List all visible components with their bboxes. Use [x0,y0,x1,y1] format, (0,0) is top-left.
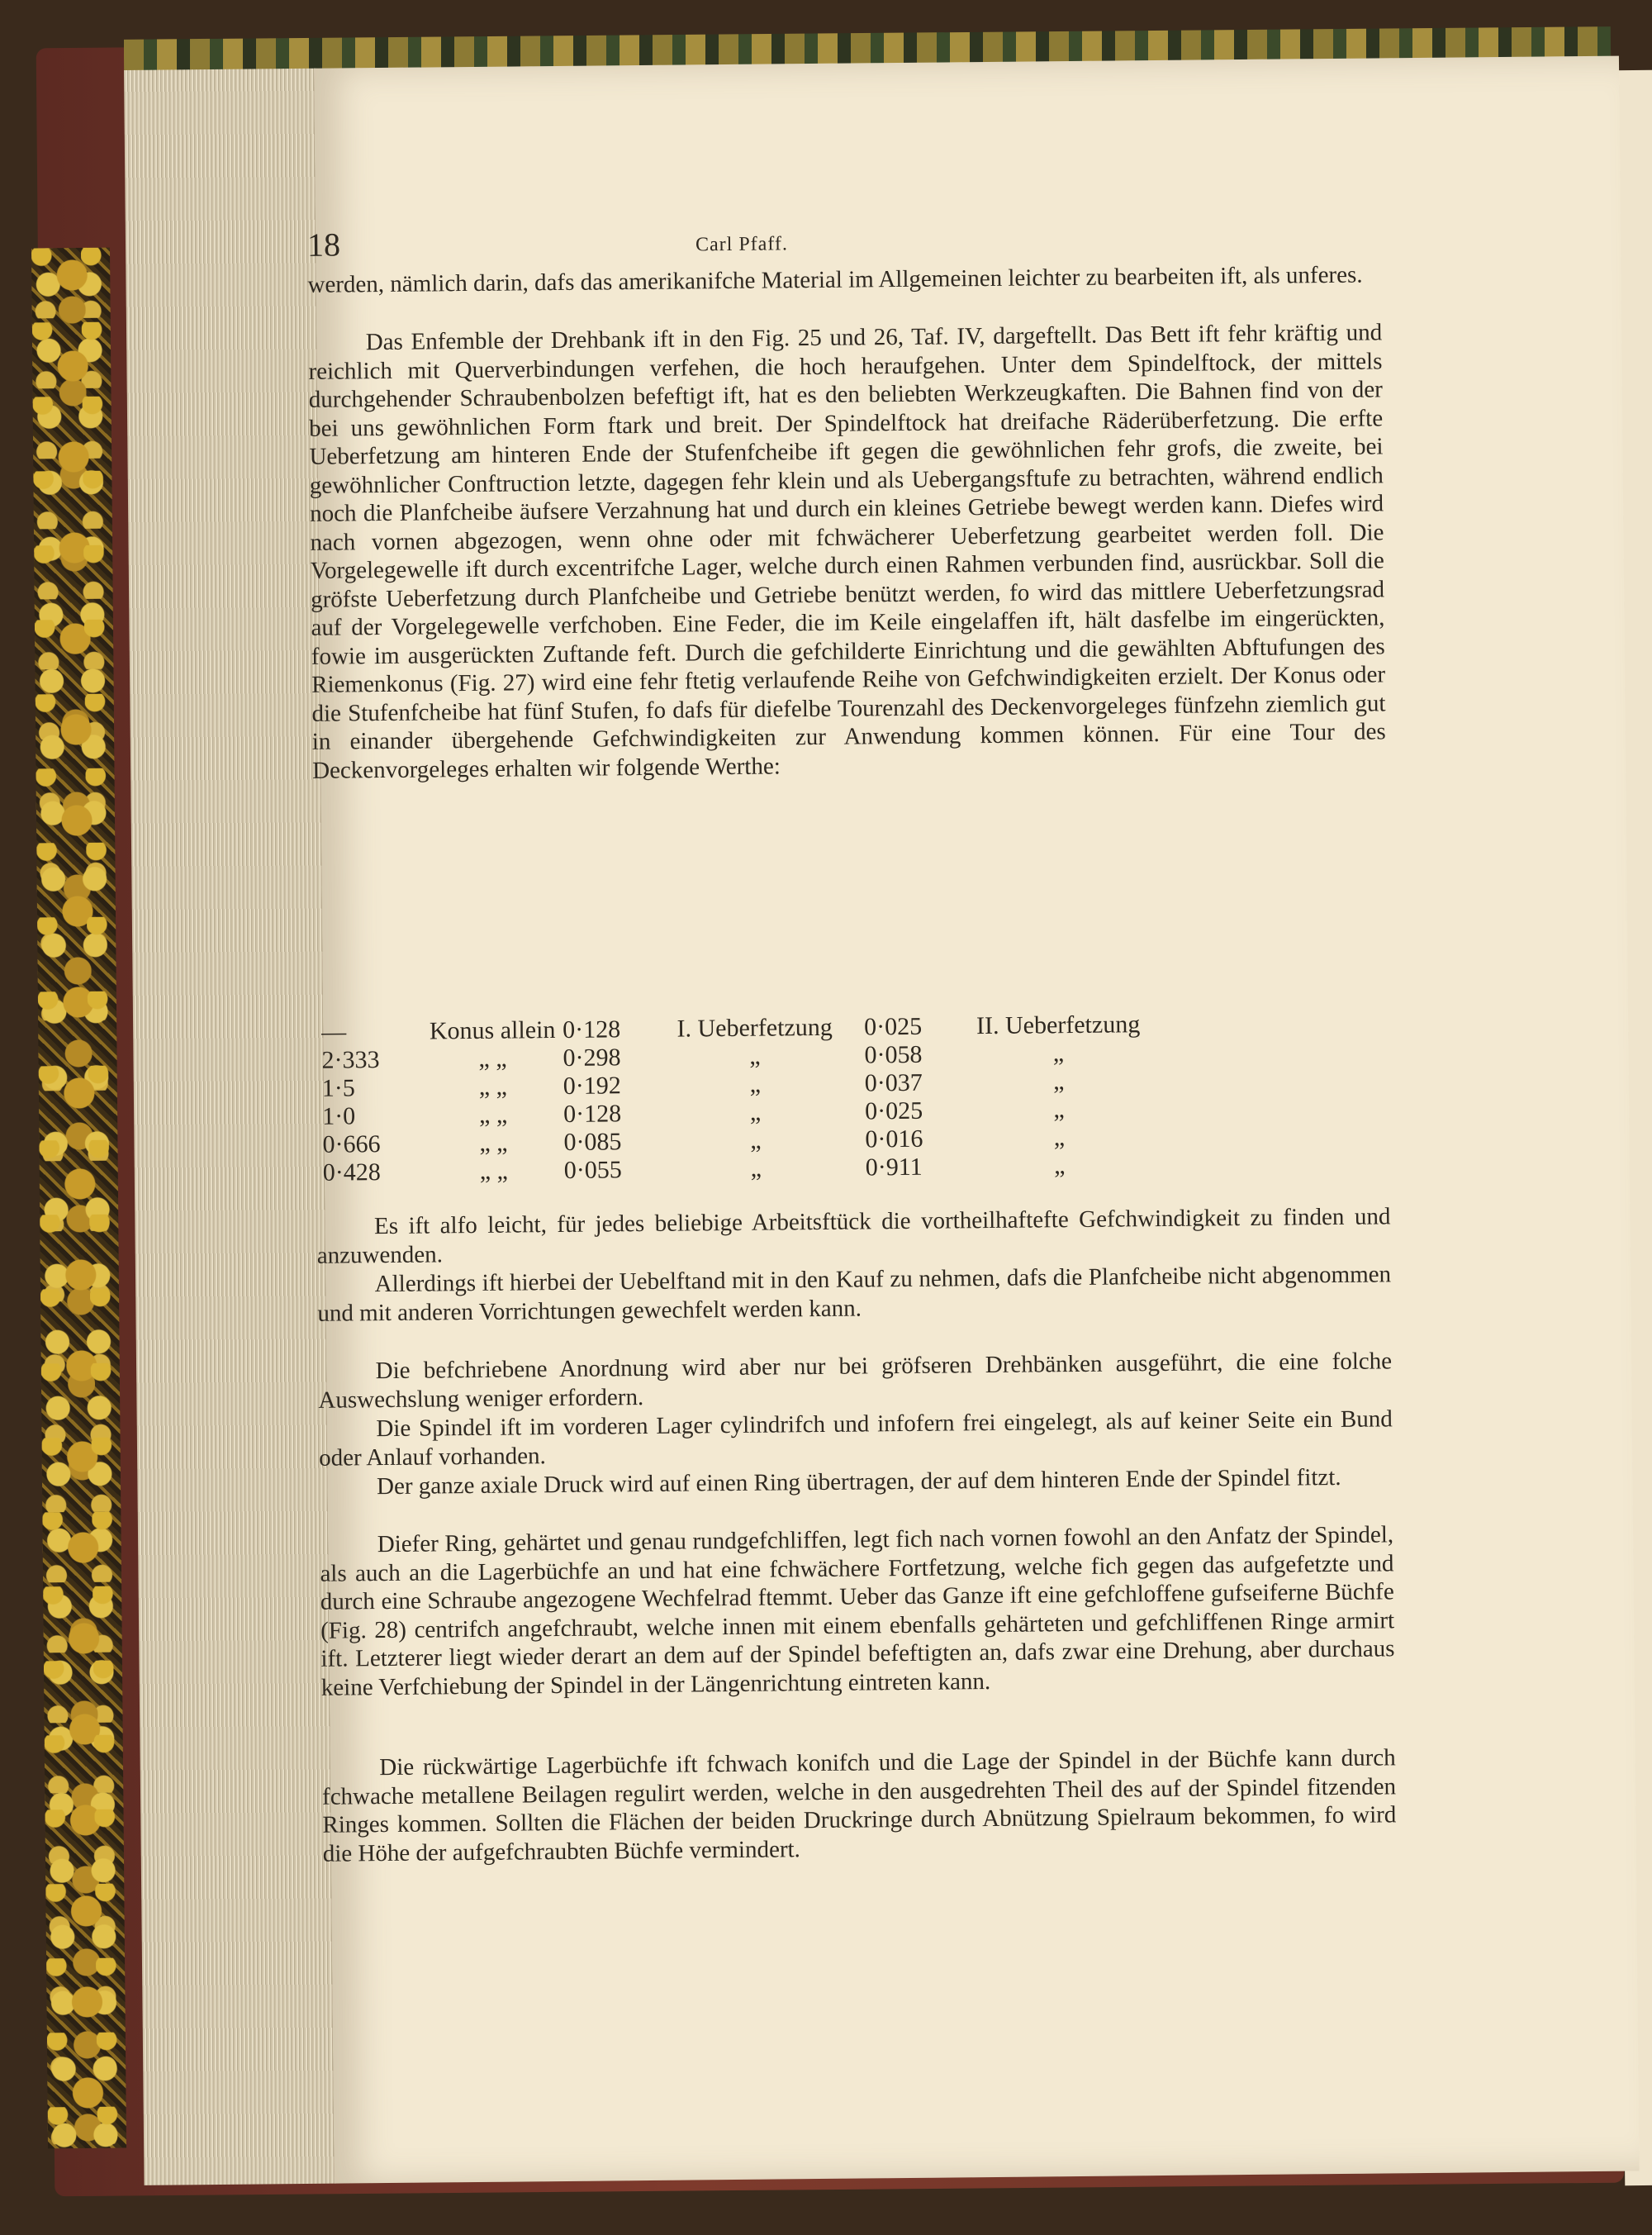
table-cell-l2: „ [1053,1152,1066,1180]
paragraph: Das Enfemble der Drehbank ift in den Fig. 25 und 26, Taf. IV, dargeftellt. Das Bett ift fehr kräftig und reichlich mit Querverbindungen verfehen, die hoch heraufgehen. Unter dem Spindelftock, der mittels durchgehender Schraubenbolzen befeftigt ift, hat es den beliebten Werkzeugkaften. Die Bahnen find von der bei uns gewöhnlichen Form ftark und breit. Der Spindelftock hat dreifache Räderüberfetzung. Die erfte Ueberfetzung am hinteren Ende der Stufenfcheibe ift gegen die gewöhnlichen fehr grofs, die zweite, bei gewöhnlicher Conftruction letzte, dagegen fehr klein und als Uebergangsftufe zu betrachten, während endlich noch die Planfcheibe äufsere Verzahnung hat und durch ein kleines Getriebe bewegt werden kann. Diefes wird nach vornen abgezogen, wenn ohne oder mit fchwächerer Ueberfetzung gearbeitet werden foll. Die Vorgelegewelle ift durch excentrifche Lager, welche durch einen Rahmen verbunden find, ausrückbar. Soll die gröfste Ueberfetzung durch Planfcheibe und Getriebe benützt werden, fo wird das mittlere Ueberfetzungsrad auf der Vorgelegewelle verfchoben. Eine Feder, die im Keile eingelaffen ift, hält dasfelbe im eingerückten, fowie im ausgerückten Zuftande feft. Durch die gefchilderte Einrichtung und die gewählten Abftufungen des Riemenkonus (Fig. 27) wird eine fehr ftetig verlaufende Reihe von Gefchwindigkeiten erzielt. Der Konus oder die Stufenfcheibe hat fünf Stufen, fo dafs für diefelbe Tourenzahl des Deckenvorgeleges fünfzehn ziemlich gut in einander übergehende Gefchwindigkeiten zur Anwendung kommen können. Für eine Tour des Deckenvorgeleges erhalten wir folgende Werthe: [308,319,1386,784]
paragraph: Es ift alfo leicht, für jedes beliebige Arbeitsftück die vortheilhaftefte Gefchwindigkeit zu finden und anzuwenden. [316,1203,1391,1269]
ratio-table-body [321,1011,1163,1187]
table-cell-pre: 0·428 [322,1158,381,1186]
table-cell-l1: „ [750,1126,762,1154]
table-cell-konus: „ „ [479,1129,508,1157]
table-cell-v2: 0·016 [865,1125,923,1153]
page-number: 18 [306,226,341,264]
table-cell-l2: „ [1052,1068,1065,1096]
table-cell-konus: Konus allein [429,1016,556,1045]
table-cell-pre: 0·666 [322,1130,381,1158]
table-cell-v2: 0·025 [863,1012,923,1041]
table-cell-pre: 1·5 [321,1074,355,1102]
paragraph: Diefer Ring, gehärtet und genau rundgefchliffen, legt fich nach vornen fowohl an den Anfatz der Spindel, als auch an die Lagerbüchfe an und hat eine fchwächere Fortfetzung, welche fich gegen das aufgefetzte und durch eine Schraube angezogene Wechfelrad ftemmt. Ueber das Ganze ift eine gefchloffene gufseiferne Büchfe (Fig. 28) centrifch angefchraubt, welche innen mit einem ebenfalls gehärteten und gefchliffenen Ringe armirt ift. Letzterer liegt wieder derart an dem auf der Spindel befeftigten an, dafs zwar eine Drehung, aber durchaus keine Verfchiebung der Spindel in der Längenrichtung eintreten kann. [320,1521,1395,1701]
table-cell-l2: II. Ueberfetzung [976,1011,1141,1040]
table-cell-v2: 0·911 [865,1153,923,1182]
table-cell-v1: 0·055 [563,1156,622,1184]
table-cell-v1: 0·085 [563,1128,622,1156]
table-cell-v1: 0·128 [563,1015,621,1044]
table-cell-pre: 2·333 [321,1046,380,1074]
table-cell-v2: 0·025 [864,1096,923,1125]
paragraph: Die rückwärtige Lagerbüchfe ift fchwach konifch und die Lage der Spindel in der Büchfe kann durch fchwache metallene Beilagen regulirt werden, welche in den ausgedrehten Theil des auf der Spindel fitzenden Ringes kommen. Sollten die Flächen der beiden Druckringe durch Abnützung Spielraum bekommen, fo wird die Höhe der aufgefchraubten Büchfe vermindert. [321,1744,1397,1867]
table-cell-v2: 0·037 [864,1068,923,1097]
table-cell-l1: I. Ueberfetzung [676,1013,833,1043]
paragraph: Die Spindel ift im vorderen Lager cylindrifch und infofern frei eingelegt, als auf keiner Seite ein Bund oder Anlauf vorhanden. [318,1405,1393,1472]
table-cell-konus: „ „ [478,1044,507,1072]
marbled-endpaper [31,248,126,2149]
table-cell-l1: „ [750,1154,762,1182]
table-cell-l1: „ [749,1042,761,1070]
speed-ratio-table [321,1011,1163,1187]
paragraph: Allerdings ift hierbei der Uebelftand mit in den Kauf zu nehmen, dafs die Planfcheibe nicht abgenommen und mit anderen Vorrichtungen gewechfelt werden kann. [317,1261,1392,1327]
table-cell-konus: „ „ [478,1072,508,1101]
running-header: Carl Pfaff. [695,233,789,256]
table-cell-l2: „ [1053,1124,1066,1152]
table-cell-v1: 0·298 [563,1044,621,1072]
table-cell-v2: 0·058 [864,1040,923,1069]
table-cell-l2: „ [1052,1039,1065,1068]
table-cell-pre: — [321,1018,347,1046]
table-cell-l1: „ [749,1070,762,1098]
table-cell-l2: „ [1053,1096,1065,1124]
paragraph: Der ganze axiale Druck wird auf einen Ring übertragen, der auf dem hinteren Ende der Spindel fitzt. [376,1463,1341,1500]
table-cell-konus: „ „ [479,1157,509,1185]
table-cell-pre: 1·0 [322,1102,356,1130]
table-cell-konus: „ „ [478,1101,508,1129]
table-cell-v1: 0·128 [563,1100,622,1128]
table-cell-l1: „ [749,1098,762,1126]
page-text-layer [124,56,1639,2185]
paragraph: Die befchriebene Anordnung wird aber nur bei gröfseren Drehbänken ausgeführt, die eine folche Auswechslung weniger erfordern. [318,1348,1393,1414]
table-cell-v1: 0·192 [563,1072,621,1100]
paragraph: werden, nämlich darin, dafs das amerikanifche Material im Allgemeinen leichter zu bearbeiten ift, als unferes. [307,261,1363,298]
